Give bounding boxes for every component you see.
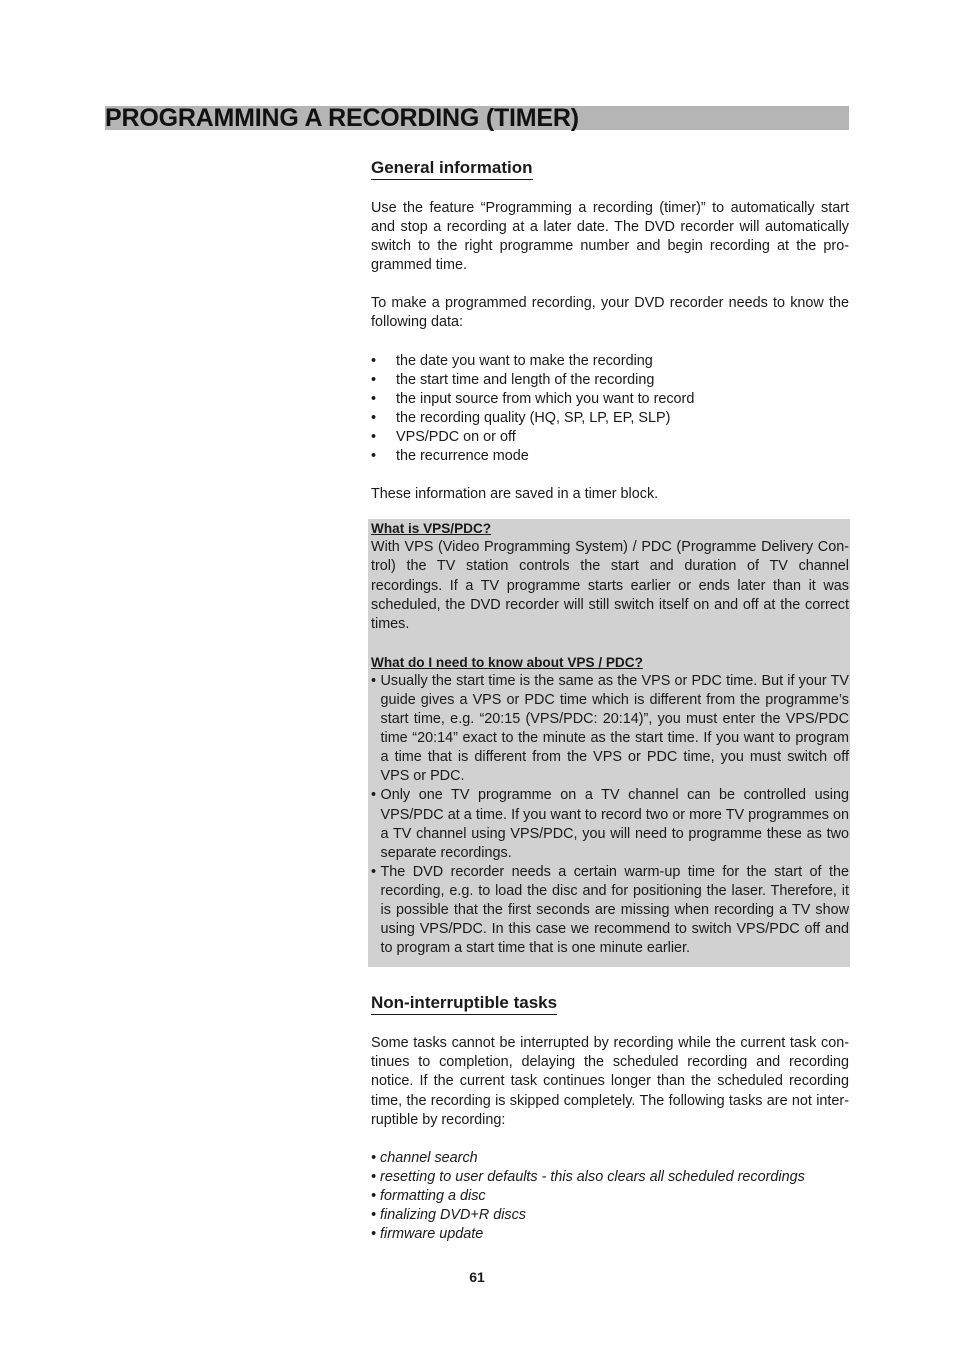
list-item	[371, 409, 849, 428]
non-interruptible-heading: Non-interruptible tasks	[371, 991, 557, 1015]
bullet: •	[371, 352, 377, 369]
list-item-text: Only one TV programme on a TV channel can be controlled using VPS/PDC at a time. If you want to record two or more TV programmes on a TV channel using VPS/PDC, you will need to programme these as two separate recordings.	[380, 787, 849, 861]
list-item	[371, 786, 849, 862]
general-information-heading: General information	[371, 156, 533, 180]
spacer	[371, 634, 849, 653]
list-item-text: The DVD recorder needs a certain warm-up time for the start of the recording, e.g. to load the disc and for positioning the laser. Therefore, it is possible that the first seconds are missing when recording a TV show using VPS/PDC. In this case we recommend to switch VPS/PDC off and to program a start time that is one minute earlier.	[380, 863, 849, 957]
vps-notes-list	[371, 672, 849, 958]
bullet: •	[371, 409, 377, 426]
non-interruptible-paragraph: Some tasks cannot be interrupted by recording while the current task con-tinues to completion, delaying the scheduled recording and recording notice. If the current task continues longer than the scheduled recording time, the recording is skipped completely. The following tasks are not inter-ruptible by recording:	[371, 1035, 849, 1128]
list-item: • formatting a disc	[371, 1187, 486, 1204]
list-item-text: the recording quality (HQ, SP, LP, EP, SLP)	[396, 409, 671, 426]
list-item: • firmware update	[371, 1226, 484, 1243]
list-item: • resetting to user defaults - this also clears all scheduled recordings	[371, 1168, 805, 1185]
spacer	[371, 333, 849, 352]
list-item	[371, 863, 849, 958]
bullet: •	[371, 390, 377, 407]
spacer	[371, 504, 849, 519]
bullet: •	[371, 672, 377, 689]
bullet: •	[371, 428, 377, 445]
list-item	[371, 352, 849, 371]
content-column	[371, 156, 849, 1244]
vps-description: With VPS (Video Programming System) / PDC (Programme Delivery Con-trol) the TV station controls the start and duration of TV channel recordings. If a TV programme starts earlier or ends later than it was scheduled, the DVD recorder will still switch itself on and off at the correct times.	[371, 539, 849, 632]
list-item: • finalizing DVD+R discs	[371, 1207, 526, 1224]
list-item	[371, 390, 849, 409]
list-item	[371, 371, 849, 390]
list-item	[371, 428, 849, 447]
vps-pdc-info-box	[368, 519, 850, 967]
list-item-text: the start time and length of the recording	[396, 371, 655, 388]
list-item: • channel search	[371, 1149, 478, 1166]
bullet: •	[371, 448, 377, 465]
bullet: •	[371, 371, 377, 388]
what-is-vps-heading: What is VPS/PDC?	[371, 521, 492, 537]
spacer	[371, 1130, 849, 1149]
list-item-text: Usually the start time is the same as the VPS or PDC time. But if your TV guide gives a VPS or PDC time which is different from the programme’s start time, e.g. “20:15 (VPS/PDC: 20:14)”, you must enter the VPS/PDC time “20:14” exact to the minute as the start time. If you want to program a time that is different from the VPS or PDC time, you must switch off VPS or PDC.	[380, 672, 849, 785]
list-item-text: the date you want to make the recording	[396, 352, 653, 369]
list-item-text: the input source from which you want to record	[396, 390, 695, 407]
vps-need-to-know-heading: What do I need to know about VPS / PDC?	[371, 654, 643, 670]
general-paragraph-2: To make a programmed recording, your DVD recorder needs to know the following data:	[371, 295, 849, 331]
list-item	[371, 672, 849, 787]
page-title: PROGRAMMING A RECORDING (TIMER)	[105, 104, 579, 132]
spacer	[371, 967, 849, 991]
spacer	[371, 1015, 849, 1034]
spacer	[371, 466, 849, 485]
general-paragraph-3: These information are saved in a timer block.	[371, 486, 659, 503]
bullet: •	[371, 863, 377, 880]
general-paragraph-1: Use the feature “Programming a recording (timer)” to automatically start and stop a recording at a later date. The DVD recorder will automatically switch to the right programme number and begin recording at the pro-grammed time.	[371, 200, 849, 274]
bullet: •	[371, 787, 377, 804]
non-interruptible-task-list	[371, 1149, 849, 1244]
required-data-list	[371, 352, 849, 467]
list-item-text: VPS/PDC on or off	[396, 428, 516, 445]
list-item	[371, 447, 849, 466]
page-number: 61	[469, 1269, 485, 1285]
spacer	[371, 275, 849, 294]
list-item-text: the recurrence mode	[396, 448, 529, 465]
spacer	[371, 180, 849, 199]
